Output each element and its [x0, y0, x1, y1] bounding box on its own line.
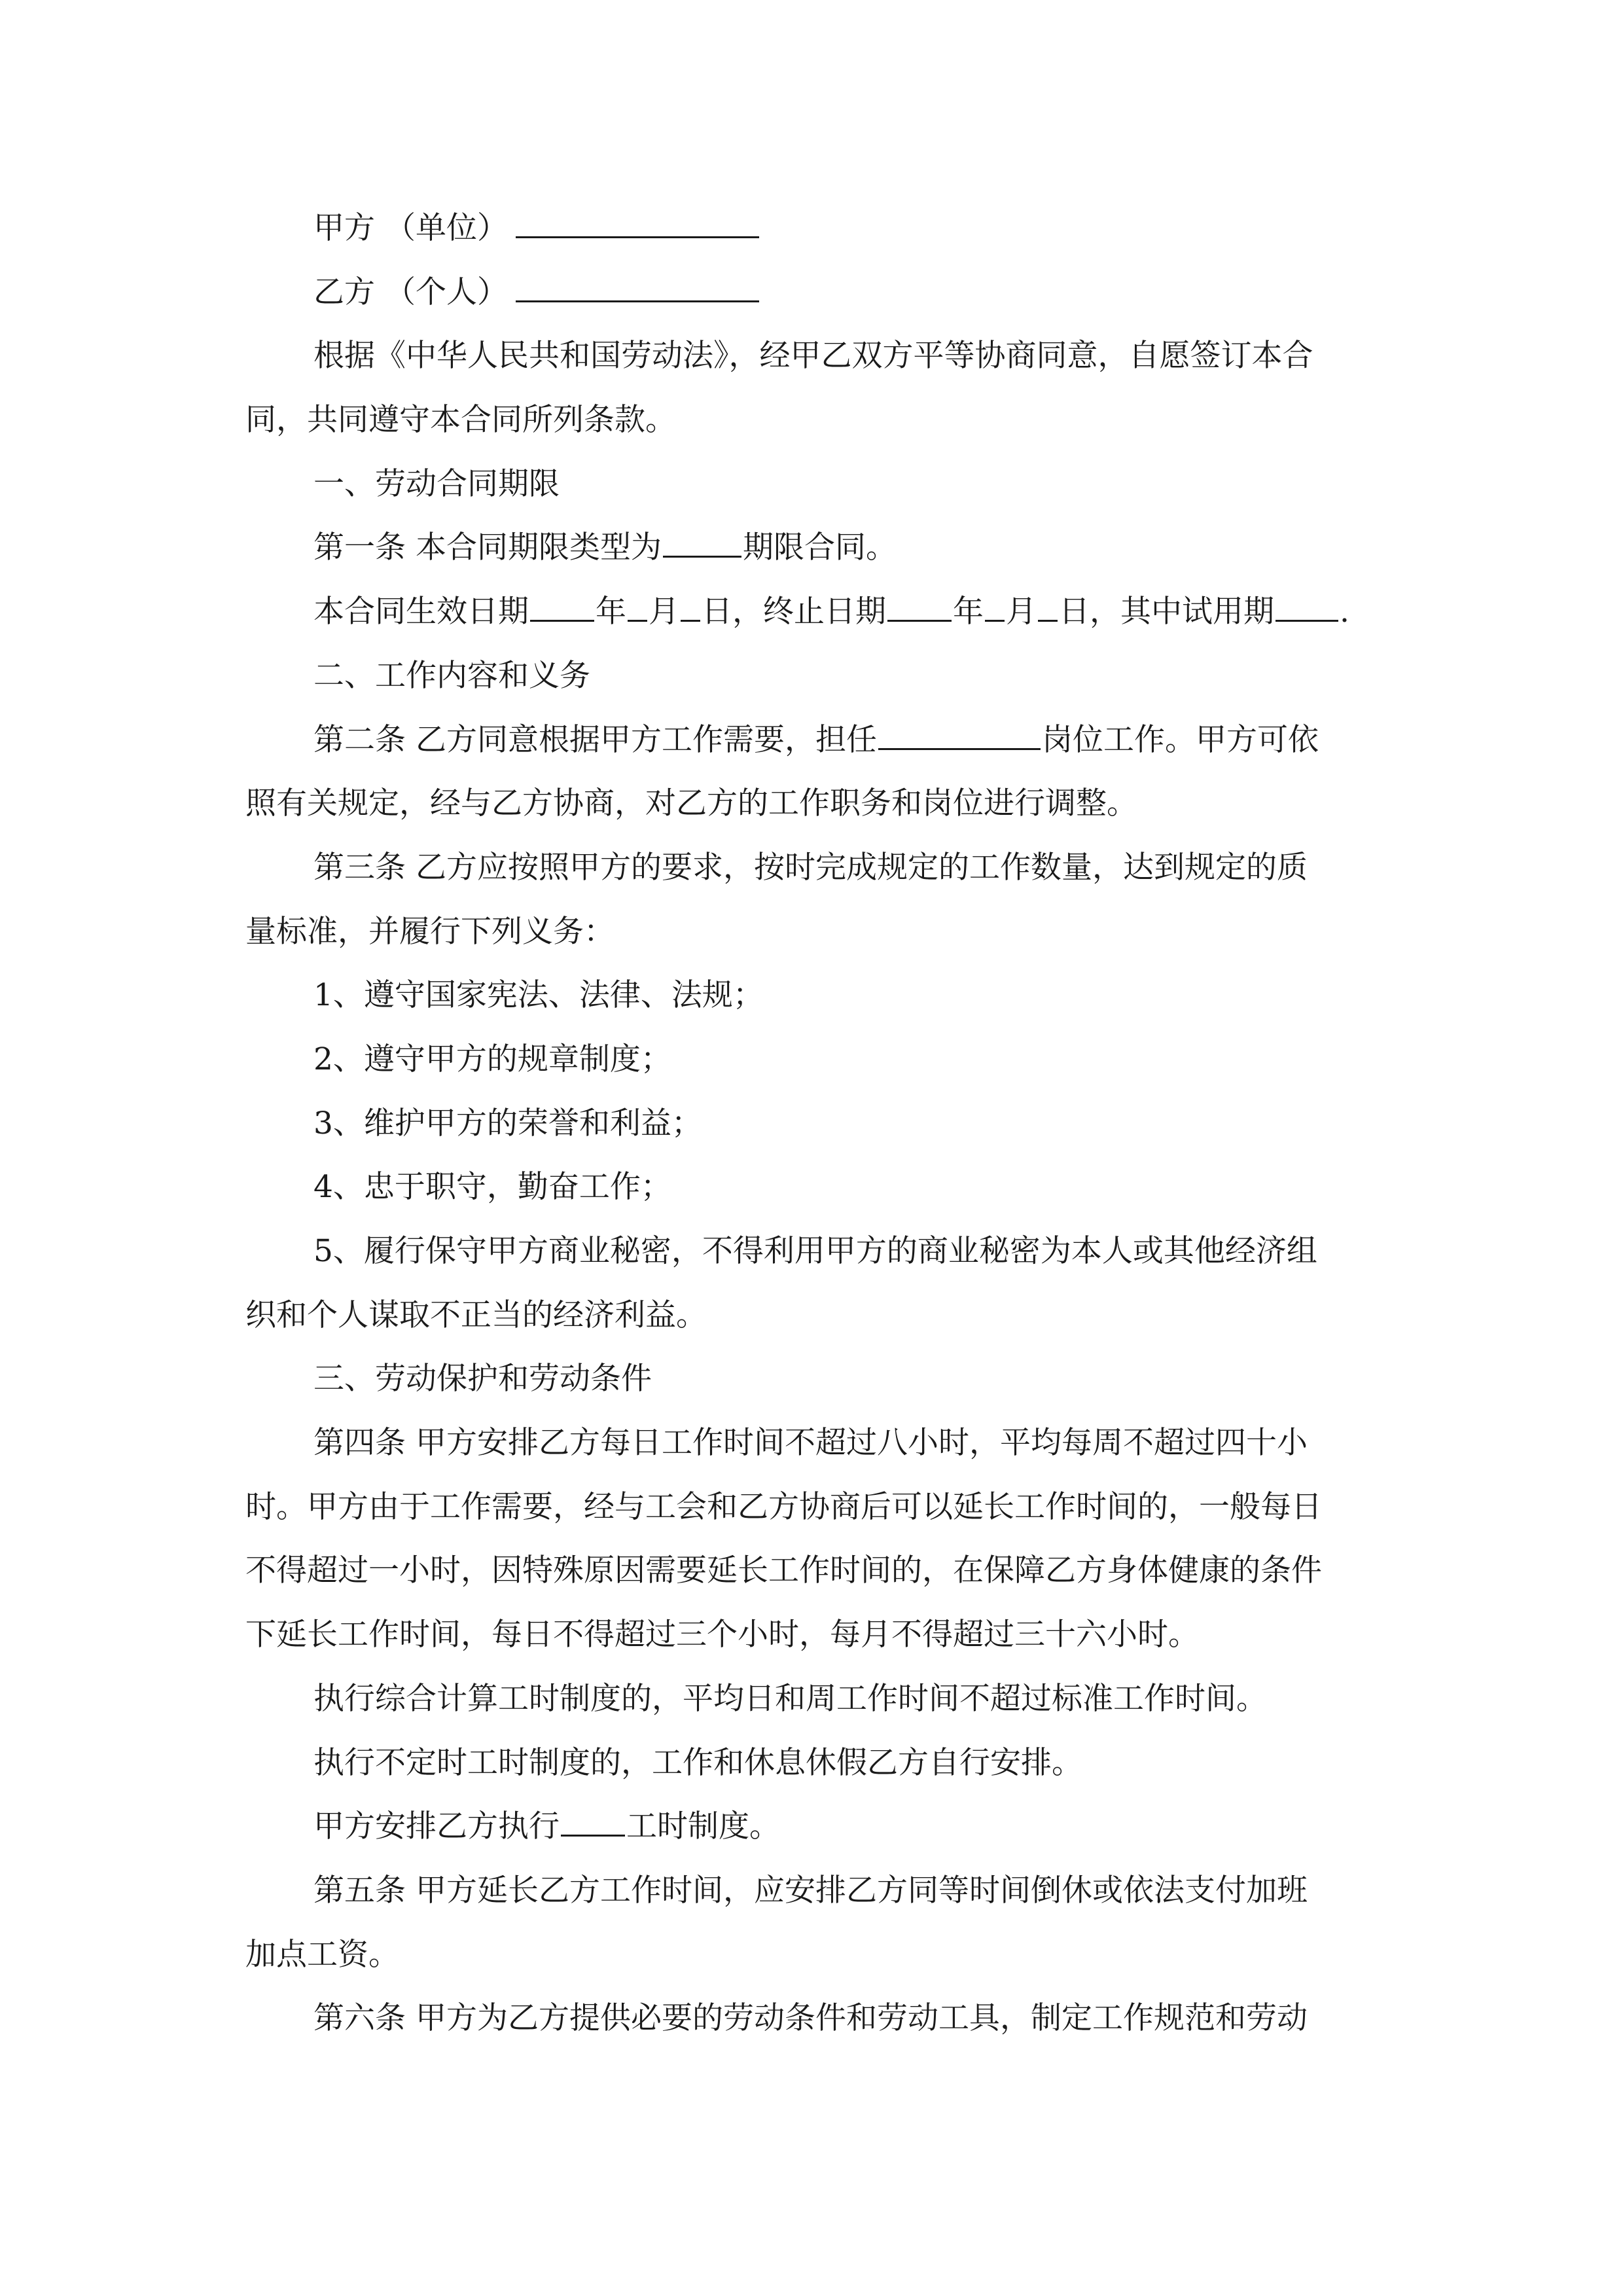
- party-b-blank[interactable]: [516, 273, 759, 302]
- article-3: 第三条 乙方应按照甲方的要求，按时完成规定的工作数量，达到规定的质: [313, 849, 1308, 886]
- end-year-blank[interactable]: [887, 592, 952, 622]
- article-5-cont: 加点工资。: [245, 1936, 399, 1973]
- article-2-prefix: 第二条 乙方同意根据甲方工作需要，担任: [313, 721, 877, 758]
- hours-system-line: [245, 1795, 1381, 1859]
- article-6: 第六条 甲方为乙方提供必要的劳动条件和劳动工具，制定工作规范和劳动: [313, 2000, 1308, 2037]
- duty-item: 3、维护甲方的荣誉和利益；: [313, 1105, 702, 1141]
- term-end-mark: .: [1340, 594, 1349, 630]
- party-b-line: [245, 260, 1381, 325]
- hours-system-blank[interactable]: [561, 1807, 625, 1837]
- party-a-label: 甲方 （单位）: [313, 210, 508, 246]
- duty-item: 2、遵守甲方的规章制度；: [313, 1041, 671, 1077]
- hours-system-prefix: 甲方安排乙方执行: [313, 1808, 560, 1845]
- party-b-label: 乙方 （个人）: [313, 274, 508, 310]
- article-3-cont: 量标准，并履行下列义务：: [245, 913, 615, 950]
- year-char: 年: [596, 594, 626, 630]
- section-heading: 一、劳动合同期限: [313, 465, 560, 502]
- comprehensive-hours: 执行综合计算工时制度的，平均日和周工作时间不超过标准工作时间。: [313, 1680, 1267, 1717]
- start-year-blank[interactable]: [530, 592, 594, 622]
- contract-term-line: [245, 580, 1381, 644]
- section-heading: 三、劳动保护和劳动条件: [313, 1361, 652, 1397]
- month-char: 月: [1006, 594, 1037, 630]
- article-4-cont: 下延长工作时间，每日不得超过三个小时，每月不得超过三十六小时。: [245, 1617, 1199, 1653]
- section-heading: 二、工作内容和义务: [313, 657, 590, 694]
- article-1-prefix: 第一条 本合同期限类型为: [313, 529, 662, 566]
- duty-item: 5、履行保守甲方商业秘密，不得利用甲方的商业秘密为本人或其他经济组: [313, 1233, 1317, 1269]
- end-day-blank[interactable]: [1038, 592, 1058, 622]
- flexible-hours: 执行不定时工时制度的，工作和休息休假乙方自行安排。: [313, 1744, 1082, 1781]
- start-day-blank[interactable]: [681, 592, 700, 622]
- article-4-cont: 时。甲方由于工作需要，经与工会和乙方协商后可以延长工作时间的，一般每日: [245, 1488, 1322, 1525]
- year-char: 年: [953, 594, 984, 630]
- article-4-cont: 不得超过一小时，因特殊原因需要延长工作时间的，在保障乙方身体健康的条件: [245, 1552, 1322, 1589]
- article-1: [245, 516, 1381, 580]
- contract-type-blank[interactable]: [663, 528, 741, 558]
- post-blank[interactable]: [878, 721, 1041, 750]
- article-5: 第五条 甲方延长乙方工作时间，应安排乙方同等时间倒休或依法支付加班: [313, 1872, 1308, 1909]
- article-2: [245, 708, 1381, 772]
- intro-line: 同，共同遵守本合同所列条款。: [245, 402, 676, 439]
- article-2-suffix: 岗位工作。甲方可依: [1041, 721, 1319, 758]
- contract-page: [245, 196, 1381, 2051]
- party-a-blank[interactable]: [516, 209, 759, 238]
- month-char: 月: [649, 594, 679, 630]
- duty-item-cont: 织和个人谋取不正当的经济利益。: [245, 1297, 707, 1333]
- article-4: 第四条 甲方安排乙方每日工作时间不超过八小时，平均每周不超过四十小: [313, 1425, 1308, 1462]
- duty-item: 4、忠于职守，勤奋工作；: [313, 1169, 671, 1206]
- intro-line: 根据《中华人民共和国劳动法》，经甲乙双方平等协商同意，自愿签订本合: [313, 338, 1313, 374]
- end-month-blank[interactable]: [985, 592, 1005, 622]
- start-month-blank[interactable]: [628, 592, 647, 622]
- article-1-suffix: 期限合同。: [742, 529, 897, 566]
- term-start-label: 本合同生效日期: [313, 594, 529, 630]
- term-end-label: 日，终止日期: [702, 594, 886, 630]
- trial-period-blank[interactable]: [1275, 592, 1338, 622]
- trial-label: 日，其中试用期: [1059, 594, 1274, 630]
- party-a-line: [245, 196, 1381, 260]
- hours-system-suffix: 工时制度。: [626, 1808, 780, 1845]
- duty-item: 1、遵守国家宪法、法律、法规；: [313, 977, 764, 1014]
- article-2-cont: 照有关规定，经与乙方协商，对乙方的工作职务和岗位进行调整。: [245, 785, 1137, 822]
